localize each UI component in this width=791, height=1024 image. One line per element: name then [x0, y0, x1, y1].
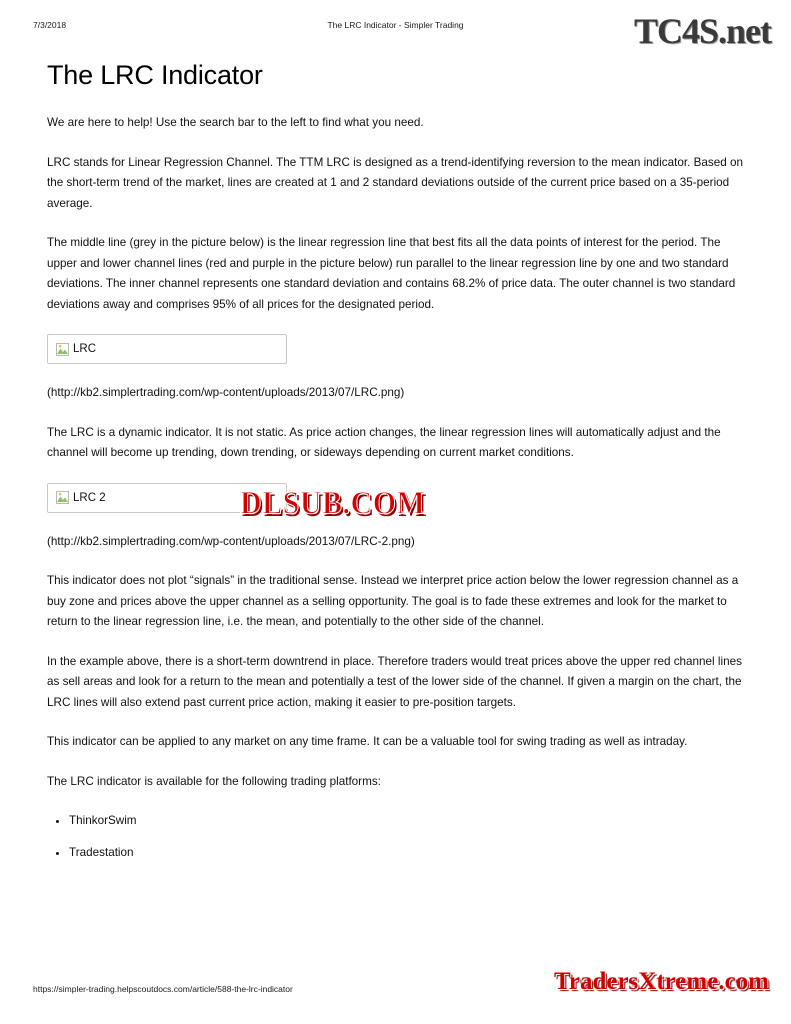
watermark-dlsub: DLSUB.COM	[240, 485, 426, 522]
footer-source-url: https://simpler-trading.helpscoutdocs.com/article/588-the-lrc-indicator	[33, 984, 293, 994]
paragraph-platforms-intro: The LRC indicator is available for the following trading platforms:	[47, 774, 381, 788]
page-title: The LRC Indicator	[47, 60, 263, 90]
header-title: The LRC Indicator - Simpler Trading	[327, 20, 464, 30]
paragraph-image-url-1: (http://kb2.simplertrading.com/wp-content/uploads/2013/07/LRC.png)	[47, 386, 405, 399]
list-item: • ThinkorSwim	[69, 811, 745, 831]
page-footer	[0, 968, 791, 1006]
document-content	[47, 60, 745, 875]
paragraph-dynamic-indicator: The LRC is a dynamic indicator. It is not static. As price action changes, the linear regression lines will automatically adjust and the channel will become up trending, down trending, or sideways depending on current market conditions.	[47, 425, 721, 459]
broken-image-alt-text: LRC 2	[73, 491, 106, 504]
broken-image-lrc	[47, 334, 287, 364]
paragraph-channel-lines: The middle line (grey in the picture below) is the linear regression line that best fits all the data points of interest for the period. The upper and lower channel lines (red and purple in the picture below) run parallel to the linear regression line by one and two standard deviations. The inner channel represents one standard deviation and contains 68.2% of price data. The outer channel is two standard deviations away and comprises 95% of all prices for the designated period.	[47, 236, 736, 311]
paragraph-intro: We are here to help! Use the search bar to the left to find what you need.	[47, 116, 424, 129]
watermark-tc4s: TC4S.net	[633, 11, 771, 51]
watermark-center-wrap	[240, 487, 540, 527]
paragraph-example: In the example above, there is a short-term downtrend in place. Therefore traders would treat prices above the upper red channel lines as sell areas and look for a return to the mean and potentially a test of the lower side of the channel. If given a margin on the chart, the LRC lines will also extend past current price action, making it easier to pre-position targets.	[47, 654, 742, 709]
header-date: 7/3/2018	[33, 20, 67, 30]
paragraph-timeframes: This indicator can be applied to any market on any time frame. It can be a valuable tool for swing trading as well as intraday.	[47, 735, 688, 748]
paragraph-signals: This indicator does not plot “signals” in the traditional sense. Instead we interpret price action below the lower regression channel as a buy zone and prices above the upper channel as a selling opportunity. The goal is to fade these extremes and look for the market to return to the linear regression line, i.e. the mean, and potentially to the other side of the channel.	[47, 574, 739, 628]
broken-image-icon	[56, 343, 69, 356]
watermark-tradersxtreme: TradersXtreme.com	[554, 968, 769, 995]
list-item: • Tradestation	[69, 843, 745, 863]
broken-image-icon	[56, 491, 69, 504]
paragraph-image-url-2: (http://kb2.simplertrading.com/wp-content/uploads/2013/07/LRC-2.png)	[47, 534, 415, 548]
broken-image-alt-text: LRC	[73, 343, 97, 355]
page-header	[0, 11, 791, 58]
platform-list	[47, 811, 745, 863]
paragraph-lrc-definition: LRC stands for Linear Regression Channel. The TTM LRC is designed as a trend-identifying reversion to the mean indicator. Based on the short-term trend of the market, lines are created at 1 and 2 standard deviations outside of the current price based on a 35-period average.	[47, 155, 743, 210]
